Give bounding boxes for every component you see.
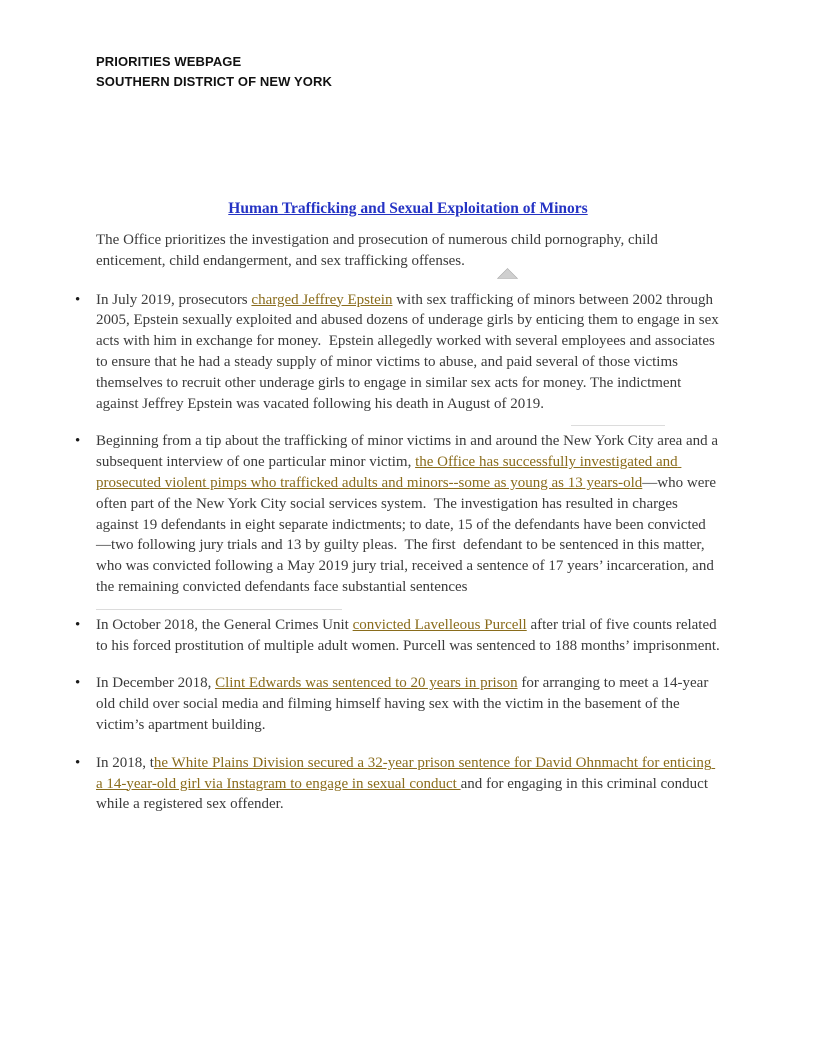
list-item <box>96 753 720 815</box>
document-header <box>96 52 720 92</box>
artifact-hairline <box>96 609 342 610</box>
inline-link[interactable]: charged Jeffrey Epstein <box>251 291 393 308</box>
text-run: In October 2018, the General Crimes Unit <box>96 616 353 633</box>
inline-link[interactable]: Clint Edwards was sentenced to 20 years in prison <box>215 675 518 692</box>
intro-paragraph: The Office prioritizes the investigation and prosecution of numerous child pornography, child enticement, child endangerment, and sex trafficking offenses. <box>96 232 662 269</box>
text-run: In 2018, t <box>96 754 154 771</box>
list-item <box>96 673 720 735</box>
text-run: and for engaging in this criminal conduct while a registered sex offender. <box>96 775 712 813</box>
text-run: for arranging to meet a 14-year old child over social media and filming himself having sex with the victim in the basement of the victim’s apartment building. <box>96 675 713 733</box>
header-line-1: PRIORITIES WEBPAGE <box>96 54 242 69</box>
collapse-triangle-icon <box>497 268 518 279</box>
page-title-link[interactable]: Human Trafficking and Sexual Exploitation of Minors <box>228 200 588 217</box>
header-line-2: SOUTHERN DISTRICT OF NEW YORK <box>96 74 332 89</box>
text-run: Beginning from a tip about the trafficking of minor victims in and around the New York City area and a subsequent interview of one particular minor victim, <box>96 433 722 471</box>
artifact-hairline <box>571 425 665 426</box>
inline-link[interactable]: the Office has successfully investigated and prosecuted violent pimps who trafficked adults and minors--some as young as 13 years-old <box>96 454 682 491</box>
text-run: —who were often part of the New York City social services system. The investigation has resulted in charges against 19 defendants in eight separate indictments; to date, 15 of the defendants have been convicted—two following jury trials and 13 by guilty pleas. The first defendant to be sentenced in this matter, who was convicted following a May 2019 jury trial, received a sentence of 17 years’ incarceration, and the remaining convicted defendants face substantial sentences <box>96 474 720 595</box>
page-title <box>96 198 720 219</box>
text-run: In July 2019, prosecutors <box>96 291 252 308</box>
text-run: after trial of five counts related to his forced prostitution of multiple adult women. Purcell was sentenced to 188 months’ imprisonment. <box>96 616 721 654</box>
text-run: In December 2018, <box>96 675 216 692</box>
inline-link[interactable]: he White Plains Division secured a 32-year prison sentence for David Ohnmacht for enticing a 14-year-old girl via Instagram to engage in sexual conduct <box>96 754 716 792</box>
list-item <box>96 290 723 415</box>
list-item <box>96 431 720 597</box>
inline-link[interactable]: convicted Lavelleous Purcell <box>352 616 527 633</box>
list-item <box>96 615 720 657</box>
text-run: with sex trafficking of minors between 2002 through 2005, Epstein sexually exploited and abused dozens of underage girls by enticing them to engage in sex acts with him in exchange for money. Epstein allegedly worked with several employees and associates to ensure that he had a steady supply of minor victims to abuse, and paid several of those victims themselves to recruit other underage girls to engage in similar sex acts for money. The indictment against Jeffrey Epstein was vacated following his death in August of 2019. <box>96 291 723 412</box>
bullet-list <box>96 290 723 816</box>
